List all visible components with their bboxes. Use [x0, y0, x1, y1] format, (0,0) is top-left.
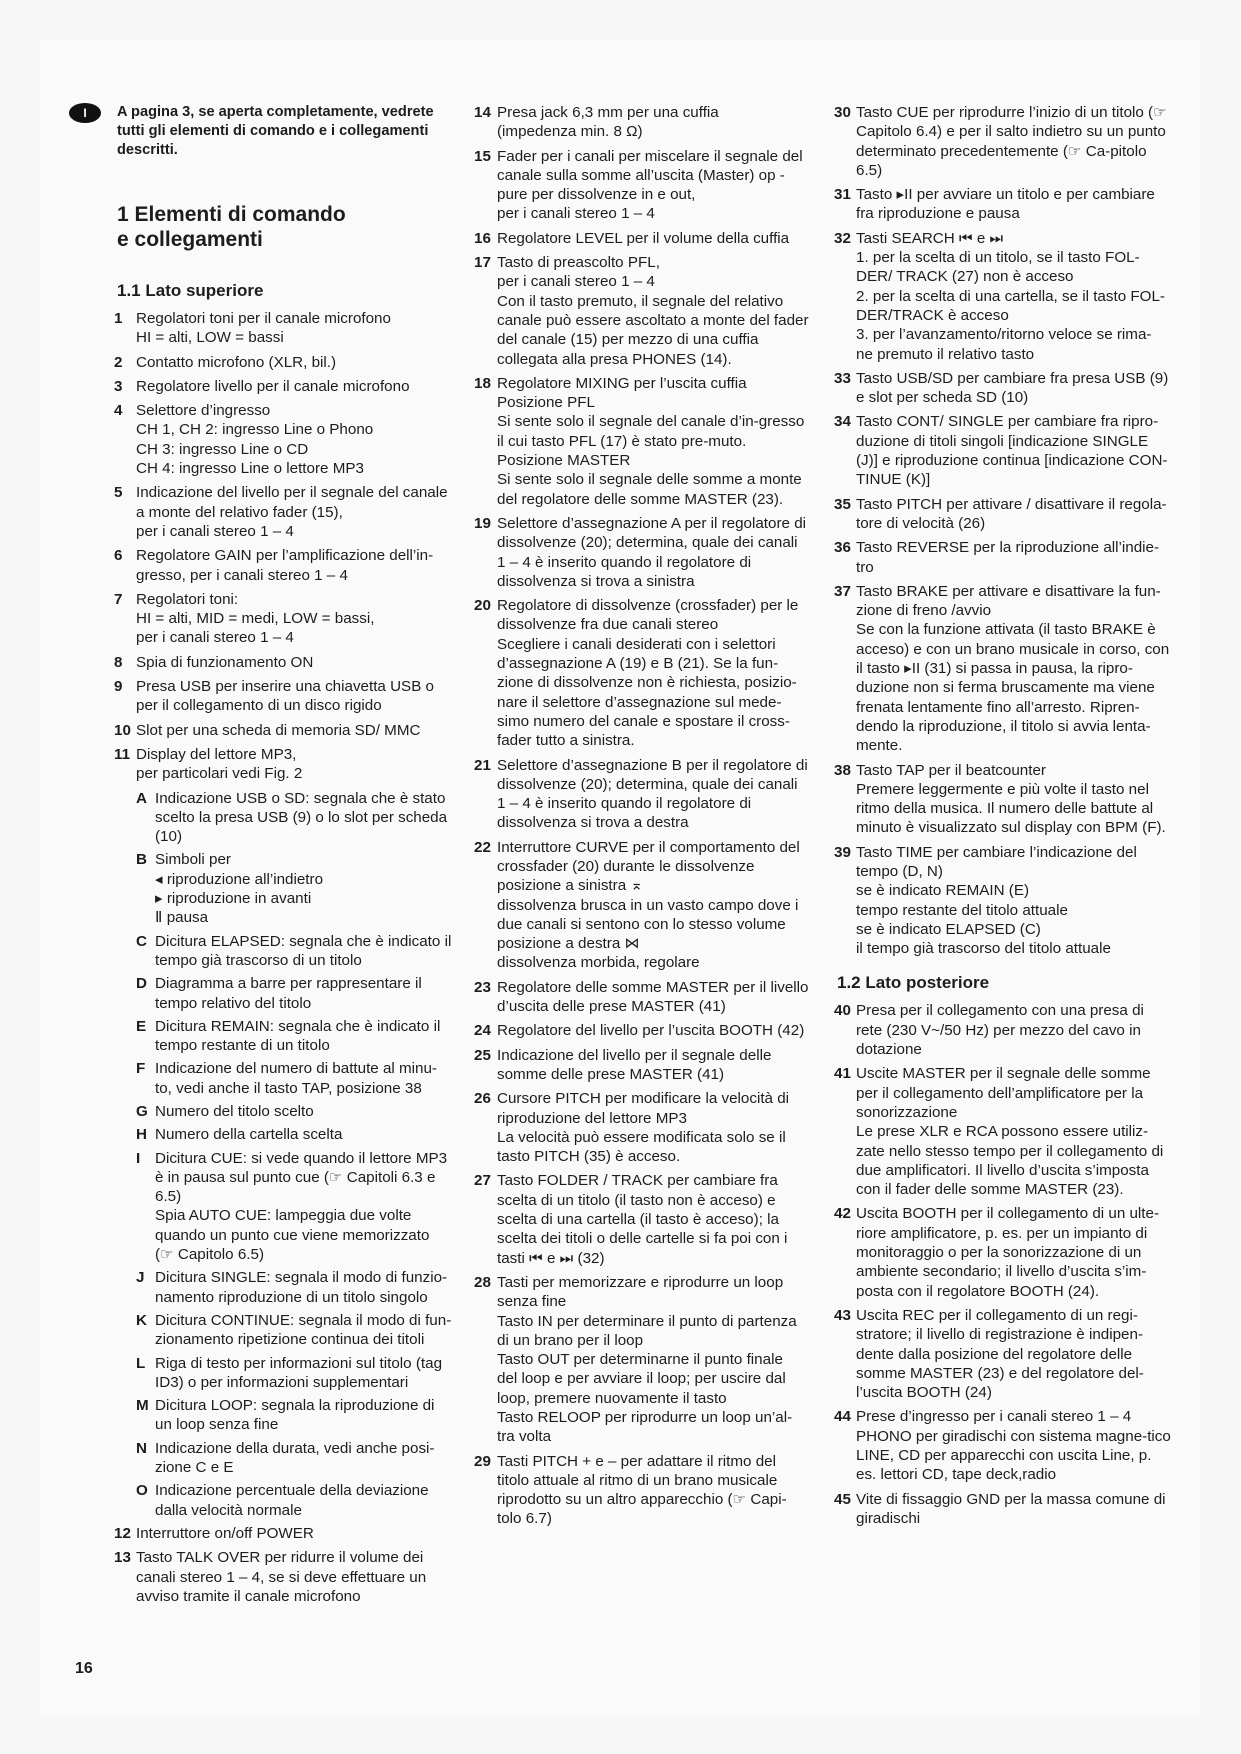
item-text: Indicazione USB o SD: segnala che è stato scelto la presa USB (9) o lo slot per scheda (10)	[155, 789, 448, 846]
list-item	[114, 590, 452, 648]
list-item	[834, 229, 1172, 364]
item-number: 18	[474, 374, 491, 392]
item-text: Riga di testo per informazioni sul titolo (tag ID3) o per informazioni supplementari	[155, 1354, 443, 1391]
list-item	[474, 1021, 810, 1040]
item-text: Tasti per memorizzare e riprodurre un loop senza fine Tasto IN per determinare il punto di partenza di un brano per il loop Tasto OUT per determinarne il punto finale del loop e per avviare il loop; per uscire dal loop, premere nuovamente il tasto Tasto RELOOP per riprodurre un loop un’al- tra volta	[497, 1273, 797, 1446]
item-number: N	[136, 1439, 147, 1457]
display-indicator	[136, 1125, 452, 1144]
list-item	[114, 677, 452, 716]
display-indicator	[136, 850, 452, 927]
item-text: Tasto di preascolto PFL, per i canali stereo 1 – 4 Con il tasto premuto, il segnale del relativo canale può essere ascoltato a monte del fader del canale (15) per mezzo di una cuffia collegata alla presa PHONES (14).	[497, 254, 809, 368]
item-number: 35	[834, 495, 851, 513]
item-number: L	[136, 1354, 146, 1372]
list-item	[834, 1064, 1172, 1199]
item-text: Numero della cartella scelta	[155, 1126, 343, 1144]
display-indicator	[136, 789, 452, 847]
item-list-3b	[834, 1001, 1172, 1528]
list-item	[834, 412, 1172, 489]
item-text: Selettore d’assegnazione A per il regolatore di dissolvenze (20); determina, quale dei canali 1 – 4 è inserito quando il regolatore di dissolvenza si trova a sinistra	[497, 514, 807, 590]
item-text: Tasto TALK OVER per ridurre il volume dei canali stereo 1 – 4, se si deve effettuare un avviso tramite il canale microfono	[136, 1549, 427, 1605]
item-number: 23	[474, 978, 491, 996]
item-number: K	[136, 1311, 147, 1329]
item-number: 40	[834, 1002, 851, 1020]
column-3	[834, 103, 1172, 1533]
item-text: Tasto CONT/ SINGLE per cambiare fra ripro-duzione di titoli singoli [indicazione SINGLE (J)] e riproduzione continua [indicazione CON-TINUE (K)]	[856, 413, 1168, 489]
item-text: Uscita BOOTH per il collegamento di un ulte-riore amplificatore, p. es. per un impianto di monitoraggio o per la sonorizzazione di un ambiente secondario; il livello d’uscita s’im-posta con il regolatore BOOTH (24).	[856, 1205, 1160, 1300]
item-number: 25	[474, 1046, 491, 1064]
item-text: Presa jack 6,3 mm per una cuffia (impedenza min. 8 Ω)	[497, 104, 719, 141]
list-item	[834, 1490, 1172, 1529]
item-number: 3	[114, 377, 123, 395]
list-item	[114, 1548, 452, 1606]
item-text: Tasti SEARCH ⏮ e ⏭ 1. per la scelta di un titolo, se il tasto FOL- DER/ TRACK (27) non è acceso 2. per la scelta di una cartella, se il tasto FOL- DER/TRACK è acceso 3. per l’avanzamento/ritorno veloce se rima- ne premuto il relativo tasto	[856, 229, 1165, 363]
list-item	[474, 1452, 810, 1529]
list-item	[114, 1524, 452, 1543]
item-number: 2	[114, 353, 123, 371]
item-number: 5	[114, 484, 123, 502]
item-text: Indicazione del livello per il segnale delle somme delle prese MASTER (41)	[497, 1046, 772, 1083]
list-item	[834, 185, 1172, 224]
list-item	[834, 1407, 1172, 1484]
item-text: Indicazione del livello per il segnale del canale a monte del relativo fader (15), per i canali stereo 1 – 4	[136, 484, 448, 540]
item-number: 26	[474, 1090, 491, 1108]
item-text: Regolatore delle somme MASTER per il livello d’uscita delle prese MASTER (41)	[497, 978, 809, 1016]
item-number: 28	[474, 1273, 491, 1291]
display-indicator	[136, 1102, 452, 1121]
list-item	[114, 377, 452, 396]
item-number: I	[136, 1149, 141, 1167]
item-text: Numero del titolo scelto	[155, 1102, 314, 1120]
display-indicator	[136, 1059, 452, 1098]
item-text: Display del lettore MP3, per particolari vedi Fig. 2	[136, 745, 303, 783]
item-number: 17	[474, 254, 491, 272]
list-item	[474, 229, 810, 248]
item-text: Regolatore del livello per l’uscita BOOTH (42)	[497, 1022, 805, 1040]
item-number: 31	[834, 186, 851, 204]
item-number: 4	[114, 402, 123, 420]
section-title: 1 Elementi di comando e collegamenti	[117, 203, 346, 251]
display-indicator	[136, 1268, 452, 1307]
list-item	[474, 147, 810, 224]
list-item	[474, 756, 810, 833]
item-number: 14	[474, 104, 491, 121]
display-indicator-list	[117, 789, 452, 1520]
item-number: 29	[474, 1452, 491, 1470]
item-number: 12	[114, 1524, 131, 1542]
item-number: 32	[834, 229, 851, 247]
item-number: 43	[834, 1306, 851, 1324]
list-item	[834, 103, 1172, 180]
item-number: E	[136, 1017, 147, 1035]
item-number: M	[136, 1397, 149, 1415]
page-number: 16	[75, 1660, 93, 1677]
list-item	[474, 103, 810, 142]
list-item	[474, 838, 810, 973]
column-1	[114, 103, 452, 1611]
list-item	[834, 582, 1172, 756]
item-text: Tasto FOLDER / TRACK per cambiare fra scelta di un titolo (il tasto non è acceso) e scelta di una cartella (il tasto è acceso); la scelta dei titoli o delle cartelle si fa poi con i tasti ⏮ e ⏭ (32)	[497, 1172, 788, 1267]
item-number: G	[136, 1102, 148, 1120]
list-item	[114, 721, 452, 740]
item-number: 45	[834, 1490, 851, 1508]
item-number: B	[136, 851, 147, 869]
list-item	[834, 1306, 1172, 1402]
display-indicator	[136, 1439, 452, 1478]
item-text: Tasto PITCH per attivare / disattivare il regola-tore di velocità (26)	[856, 495, 1167, 532]
item-number: 38	[834, 761, 851, 779]
list-item	[114, 546, 452, 585]
item-text: Selettore d’ingresso CH 1, CH 2: ingresso Line o Phono CH 3: ingresso Line o CD CH 4: ingresso Line o lettore MP3	[136, 402, 374, 478]
list-item	[114, 353, 452, 372]
item-list-1-end	[114, 1524, 452, 1606]
item-number: 19	[474, 514, 491, 532]
item-text: Dicitura CONTINUE: segnala il modo di fun-zionamento ripetizione continua dei titoli	[155, 1311, 452, 1349]
item-text: Regolatori toni per il canale microfono HI = alti, LOW = bassi	[136, 310, 391, 347]
item-number: 8	[114, 653, 123, 671]
list-item	[114, 653, 452, 672]
item-number: D	[136, 975, 147, 993]
display-indicator	[136, 974, 452, 1013]
item-number: 36	[834, 539, 851, 557]
item-text: Dicitura CUE: si vede quando il lettore MP3 è in pausa sul punto cue (☞ Capitoli 6.3 e 6.5) Spia AUTO CUE: lampeggia due volte quando un punto cue viene memorizzato (☞ Capitolo 6.5)	[155, 1149, 448, 1264]
column-2	[474, 103, 810, 1534]
item-text: Tasto USB/SD per cambiare fra presa USB (9) e slot per scheda SD (10)	[856, 369, 1169, 407]
item-number: 44	[834, 1408, 851, 1426]
item-text: Contatto microfono (XLR, bil.)	[136, 353, 337, 371]
item-number: 11	[114, 745, 131, 763]
list-item	[114, 309, 452, 348]
item-text: Regolatore LEVEL per il volume della cuffia	[497, 229, 790, 247]
item-text: Spia di funzionamento ON	[136, 653, 314, 671]
list-item	[834, 495, 1172, 534]
item-text: Tasto TAP per il beatcounter Premere leggermente e più volte il tasto nel ritmo della musica. Il numero delle battute al minuto è visualizzato sul display con BPM (F).	[856, 761, 1166, 837]
item-text: Dicitura SINGLE: segnala il modo di funzio-namento riproduzione di un titolo singolo	[155, 1269, 448, 1306]
item-number: 27	[474, 1172, 491, 1190]
item-text: Regolatore MIXING per l’uscita cuffia Posizione PFL Si sente solo il segnale del canale d’in-gresso il cui tasto PFL (17) è stato pre-muto. Posizione MASTER Si sente solo il segnale delle somme a monte del regolatore delle somme MASTER (23).	[497, 374, 805, 508]
list-item	[834, 761, 1172, 838]
item-text: Slot per una scheda di memoria SD/ MMC	[136, 721, 421, 739]
list-item	[474, 978, 810, 1017]
item-number: 39	[834, 843, 851, 861]
display-indicator	[136, 1311, 452, 1350]
item-number: 33	[834, 369, 851, 387]
item-text: Uscita REC per il collegamento di un regi-stratore; il livello di registrazione è indipen-dente dalla posizione del regolatore delle somme MASTER (23) e del regolatore del-l’uscita BOOTH (24)	[856, 1306, 1144, 1402]
item-number: 22	[474, 838, 491, 856]
item-text: Dicitura REMAIN: segnala che è indicato il tempo restante di un titolo	[155, 1017, 441, 1055]
display-indicator	[136, 1396, 452, 1435]
item-number: 42	[834, 1205, 851, 1223]
item-text: Uscite MASTER per il segnale delle somme per il collegamento dell’amplificatore per la sonorizzazione Le prese XLR e RCA possono essere utiliz-zate nello stesso tempo per il collegamento di due amplificatori. Il livello d’uscita s’imposta con il fader delle somme MASTER (23).	[856, 1065, 1164, 1199]
item-text: Simboli per ◂ riproduzione all’indietro ▸ riproduzione in avanti Ⅱ pausa	[155, 851, 324, 927]
item-text: Regolatori toni: HI = alti, MID = medi, LOW = bassi, per i canali stereo 1 – 4	[136, 590, 375, 647]
item-number: 7	[114, 590, 123, 608]
list-item	[834, 1204, 1172, 1300]
list-item	[474, 253, 810, 369]
item-text: Regolatore GAIN per l’amplificazione dell’in-gresso, per i canali stereo 1 – 4	[136, 547, 434, 584]
item-number: 30	[834, 104, 851, 121]
item-number: 34	[834, 413, 851, 431]
item-text: Cursore PITCH per modificare la velocità di riproduzione del lettore MP3 La velocità può essere modificata solo se il tasto PITCH (35) è acceso.	[497, 1090, 790, 1166]
item-text: Tasto ▸II per avviare un titolo e per cambiare fra riproduzione e pausa	[856, 186, 1155, 223]
list-item	[114, 745, 452, 784]
item-number: 1	[114, 310, 123, 327]
list-item	[474, 1046, 810, 1085]
item-number: J	[136, 1269, 145, 1287]
subsection-title-rear: 1.2 Lato posteriore	[837, 973, 990, 993]
item-text: Diagramma a barre per rappresentare il tempo relativo del titolo	[155, 975, 422, 1012]
item-number: 24	[474, 1022, 491, 1040]
item-text: Indicazione del numero di battute al minu-to, vedi anche il tasto TAP, posizione 38	[155, 1060, 437, 1097]
item-number: C	[136, 932, 147, 950]
item-text: Tasto CUE per riprodurre l’inizio di un titolo (☞ Capitolo 6.4) e per il salto indietro su un punto determinato precedentemente (☞ Ca-pitolo 6.5)	[856, 104, 1167, 179]
list-item	[834, 843, 1172, 959]
item-text: Dicitura LOOP: segnala la riproduzione di un loop senza fine	[155, 1397, 435, 1434]
item-text: Tasti PITCH + e – per adattare il ritmo del titolo attuale al ritmo di un brano musicale riprodotto su un altro apparecchio (☞ Capi-tolo 6.7)	[497, 1452, 787, 1528]
item-number: 6	[114, 547, 123, 565]
item-number: 41	[834, 1065, 851, 1083]
display-indicator	[136, 1354, 452, 1393]
item-text: Indicazione della durata, vedi anche posi-zione C e E	[155, 1439, 435, 1477]
item-text: Tasto BRAKE per attivare e disattivare la fun-zione di freno /avvio Se con la funzione attivata (il tasto BRAKE è acceso) e con un brano musicale in corso, con il tasto ▸II (31) si passa in pausa, la ripro-duzione non si ferma bruscamente ma viene frenata lentamente fino all’arresto. Ripren-dendo la riproduzione, il titolo si avvia lenta-mente.	[856, 582, 1170, 755]
list-item	[834, 538, 1172, 577]
item-text: Interruttore CURVE per il comportamento del crossfader (20) durante le dissolvenze posizione a sinistra ⌅ dissolvenza brusca in un vasto campo dove i due canali si sentono con lo stesso volume posizione a destra ⋈ dissolvenza morbida, regolare	[497, 838, 800, 972]
item-list-1	[114, 309, 452, 784]
intro-text: A pagina 3, se aperta completamente, vedrete tutti gli elementi di comando e i collegamenti descritti.	[117, 104, 434, 158]
item-number: 13	[114, 1549, 131, 1567]
subsection-title-top: 1.1 Lato superiore	[117, 281, 264, 300]
item-number: H	[136, 1126, 147, 1144]
list-item	[114, 483, 452, 541]
item-list-2	[474, 103, 810, 1529]
list-item	[834, 1001, 1172, 1059]
item-text: Indicazione percentuale della deviazione dalla velocità normale	[155, 1482, 429, 1519]
item-number: 21	[474, 756, 491, 774]
list-item	[474, 1089, 810, 1166]
display-indicator	[136, 1149, 452, 1265]
list-item	[474, 1273, 810, 1447]
item-text: Dicitura ELAPSED: segnala che è indicato il tempo già trascorso di un titolo	[155, 932, 452, 969]
item-number: 20	[474, 597, 491, 615]
item-number: 37	[834, 582, 851, 600]
language-badge: I	[69, 103, 101, 123]
list-item	[474, 374, 810, 509]
list-item	[474, 514, 810, 591]
list-item	[474, 596, 810, 750]
item-text: Interruttore on/off POWER	[136, 1524, 314, 1542]
item-text: Regolatore livello per il canale microfono	[136, 377, 410, 395]
item-number: 10	[114, 721, 131, 739]
list-item	[114, 401, 452, 478]
item-text: Fader per i canali per miscelare il segnale del canale sulla somme all’uscita (Master) op -pure per dissolvenze in e out, per i canali stereo 1 – 4	[497, 147, 803, 223]
item-text: Prese d’ingresso per i canali stereo 1 – 4 PHONO per giradischi con sistema magne-tico LINE, CD per apparecchi con uscita Line, p. es. lettori CD, tape deck,radio	[856, 1408, 1171, 1484]
item-number: 16	[474, 229, 491, 247]
item-text: Selettore d’assegnazione B per il regolatore di dissolvenze (20); determina, quale dei canali 1 – 4 è inserito quando il regolatore di dissolvenza si trova a destra	[497, 756, 808, 832]
item-text: Presa per il collegamento con una presa di rete (230 V~/50 Hz) per mezzo del cavo in dotazione	[856, 1002, 1144, 1059]
item-text: Presa USB per inserire una chiavetta USB o per il collegamento di un disco rigido	[136, 678, 434, 715]
item-number: F	[136, 1060, 146, 1078]
item-number: 9	[114, 678, 123, 696]
item-number: A	[136, 789, 147, 807]
item-list-3	[834, 103, 1172, 958]
item-number: 15	[474, 147, 491, 165]
display-indicator	[136, 932, 452, 971]
display-indicator	[136, 1481, 452, 1520]
item-text: Tasto REVERSE per la riproduzione all’indie-tro	[856, 539, 1160, 576]
list-item	[834, 369, 1172, 408]
display-indicator	[136, 1017, 452, 1056]
item-text: Regolatore di dissolvenze (crossfader) per le dissolvenze fra due canali stereo Scegliere i canali desiderati con i selettori d’assegnazione A (19) e B (21). Se la fun-zione di dissolvenze non è richiesta, posizio-nare il selettore d’assegnazione sul mede-simo numero del canale e spostare il cross-fader tutto a sinistra.	[497, 597, 799, 750]
item-text: Vite di fissaggio GND per la massa comune di giradischi	[856, 1490, 1166, 1527]
list-item	[474, 1171, 810, 1267]
item-number: O	[136, 1482, 148, 1500]
item-text: Tasto TIME per cambiare l’indicazione del tempo (D, N) se è indicato REMAIN (E) tempo restante del titolo attuale se è indicato ELAPSED (C) il tempo già trascorso del titolo attuale	[856, 843, 1137, 958]
